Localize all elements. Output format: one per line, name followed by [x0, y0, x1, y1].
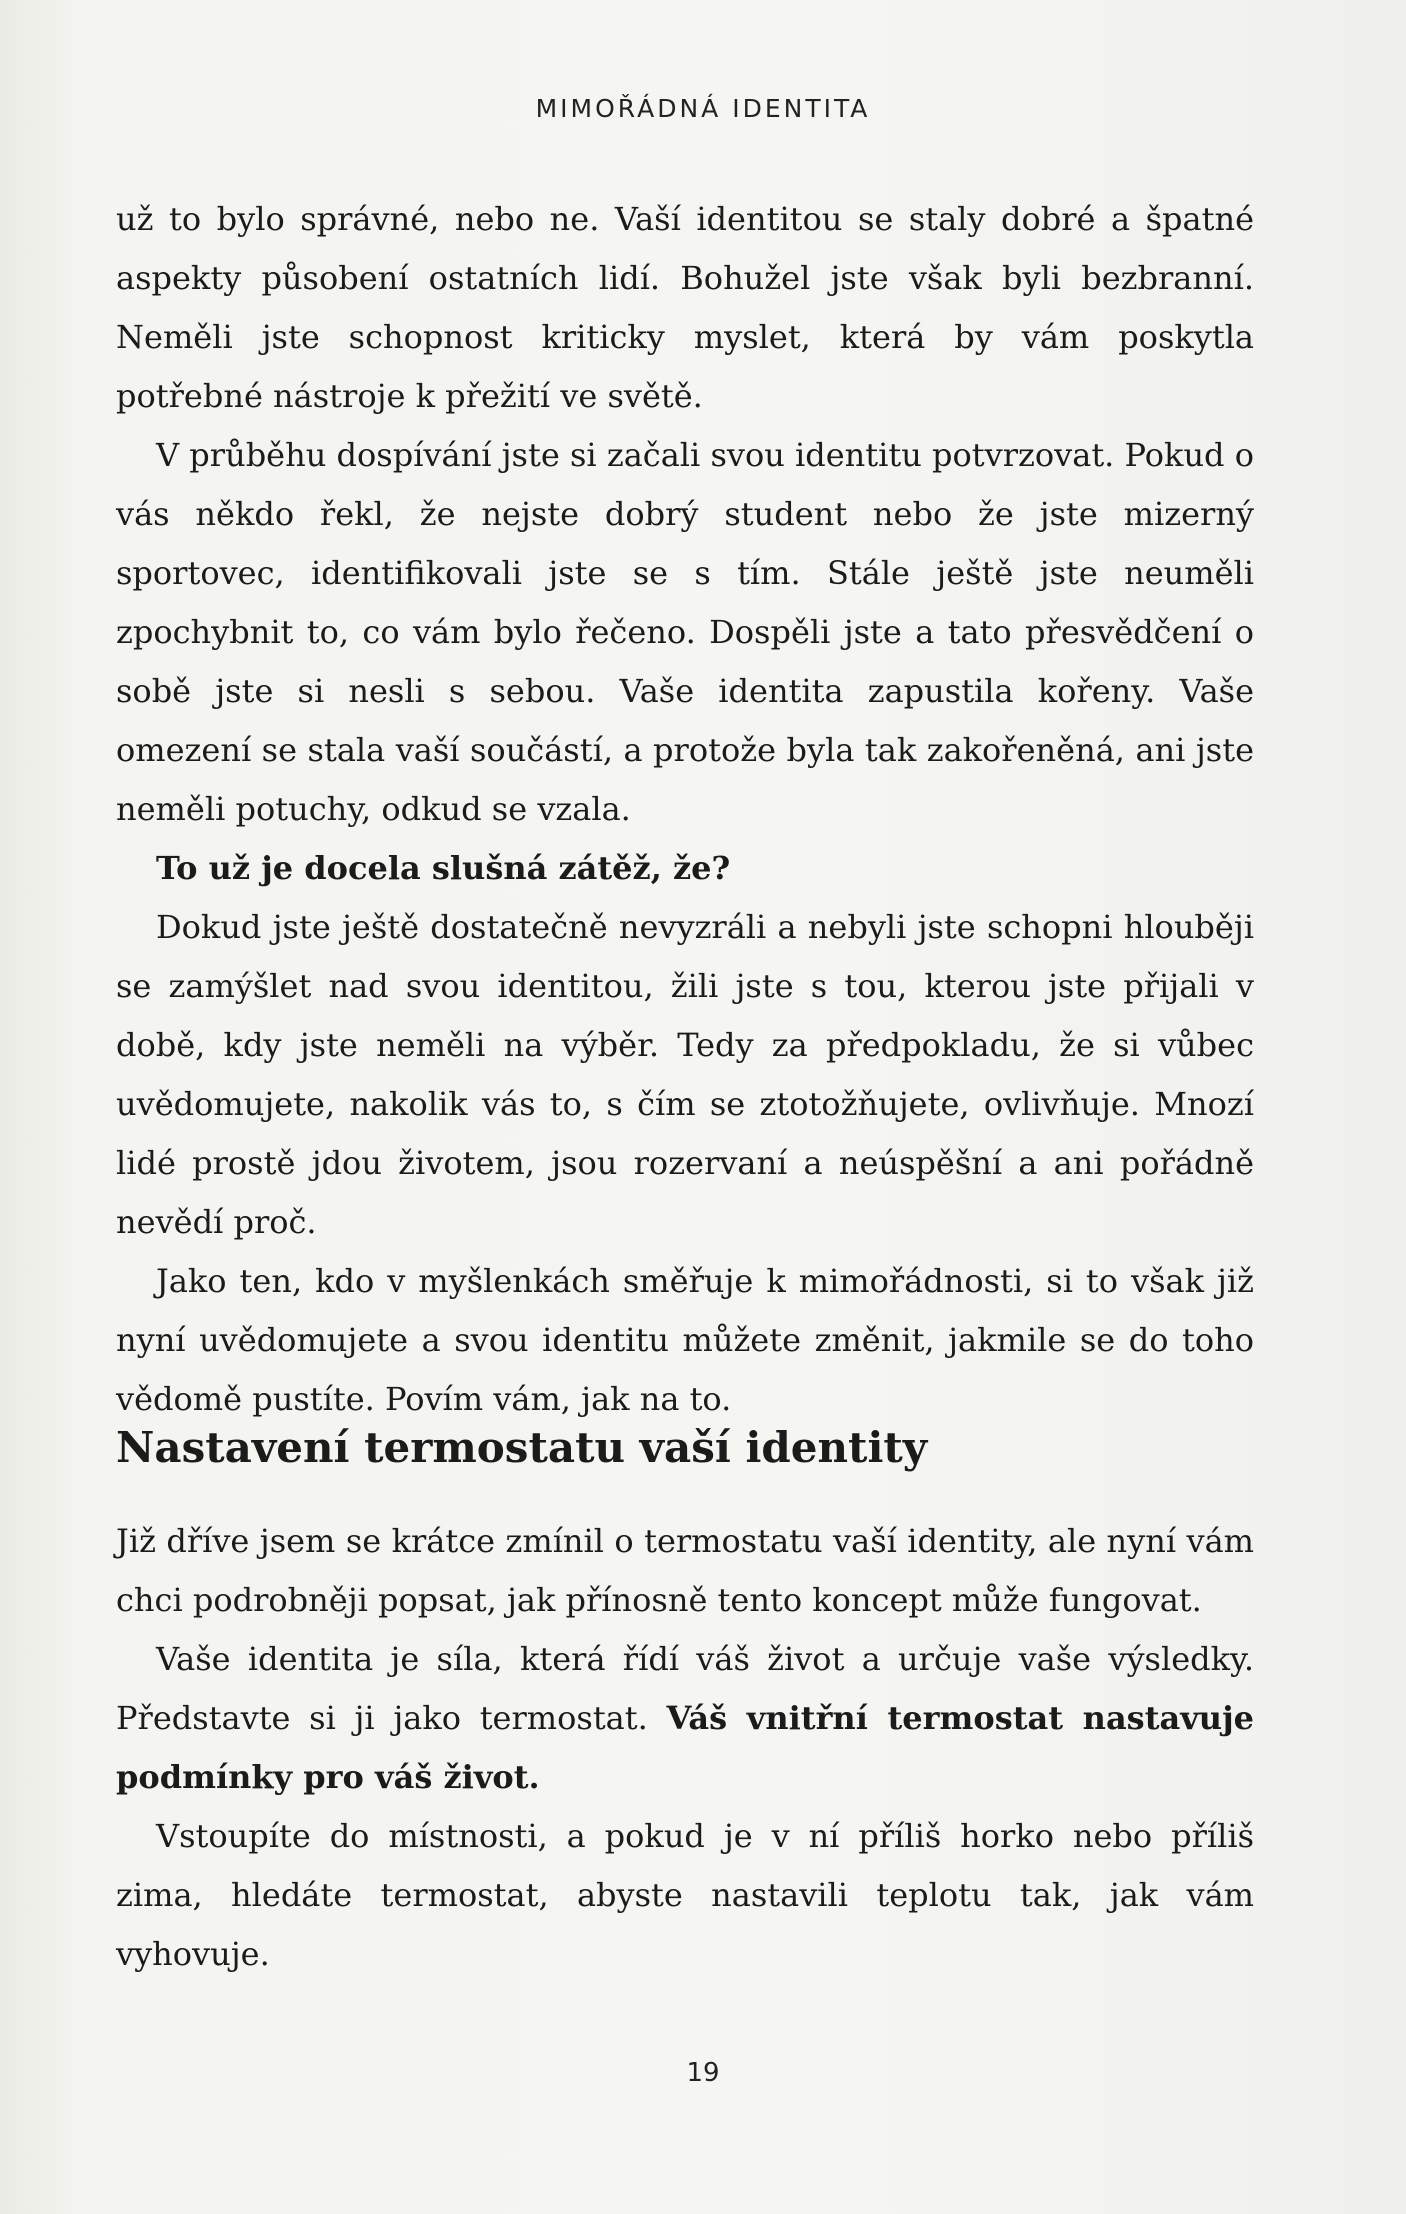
paragraph: V průběhu dospívání jste si začali svou identitu potvrzovat. Pokud o vás někdo řekl, že nejste dobrý student nebo že jste mizerný sportovec, identifikovali jste se s tím. Stále ještě jste neuměli zpochybnit to, co vám bylo řečeno. Dospěli jste a tato přesvědčení o sobě jste si nesli s sebou. Vaše identita zapustila kořeny. Vaše omezení se stala vaší součástí, a protože byla tak zakořeněná, ani jste neměli potuchy, odkud se vzala. [116, 436, 1254, 828]
paragraph-text: Vaše identita je síla, která řídí váš život a určuje vaše výsledky. Představte si ji jako termostat. [116, 1640, 1254, 1737]
paragraph: Vstoupíte do místnosti, a pokud je v ní příliš horko nebo příliš zima, hledáte termostat, abyste nastavili teplotu tak, jak vám vyhovuje. [116, 1817, 1254, 1973]
emphasis-text: Váš vnitřní termostat nastavuje podmínky pro váš život. [116, 1699, 1255, 1796]
running-head: MIMOŘÁDNÁ IDENTITA [535, 94, 871, 123]
paragraph: Již dříve jsem se krátce zmínil o termostatu vaší identity, ale nyní vám chci podrobněji popsat, jak přínosně tento koncept může fungovat. [116, 1522, 1254, 1619]
paragraph: už to bylo správné, nebo ne. Vaší identitou se staly dobré a špatné aspekty působení ostatních lidí. Bohužel jste však byli bezbranní. Neměli jste schopnost kriticky myslet, která by vám poskytla potřebné nástroje k přežití ve světě. [116, 200, 1254, 415]
paragraph [116, 1630, 1254, 1807]
paragraph: Jako ten, kdo v myšlenkách směřuje k mimořádnosti, si to však již nyní uvědomujete a svou identitu můžete změnit, jakmile se do toho vědomě pustíte. Povím vám, jak na to. [116, 1262, 1254, 1418]
body-text-section-1 [116, 190, 1254, 1429]
page-number: 19 [686, 2058, 720, 2088]
body-text-section-2 [116, 1512, 1254, 1984]
section-heading: Nastavení termostatu vaší identity [116, 1423, 928, 1472]
paragraph: Dokud jste ještě dostatečně nevyzráli a nebyli jste schopni hlouběji se zamýšlet nad svou identitou, žili jste s tou, kterou jste přijali v době, kdy jste neměli na výběr. Tedy za předpokladu, že si vůbec uvědomujete, nakolik vás to, s čím se ztotožňujete, ovlivňuje. Mnozí lidé prostě jdou životem, jsou rozervaní a neúspěšní a ani pořádně nevědí proč. [116, 908, 1254, 1241]
emphasis-paragraph: To už je docela slušná zátěž, že? [156, 849, 731, 887]
